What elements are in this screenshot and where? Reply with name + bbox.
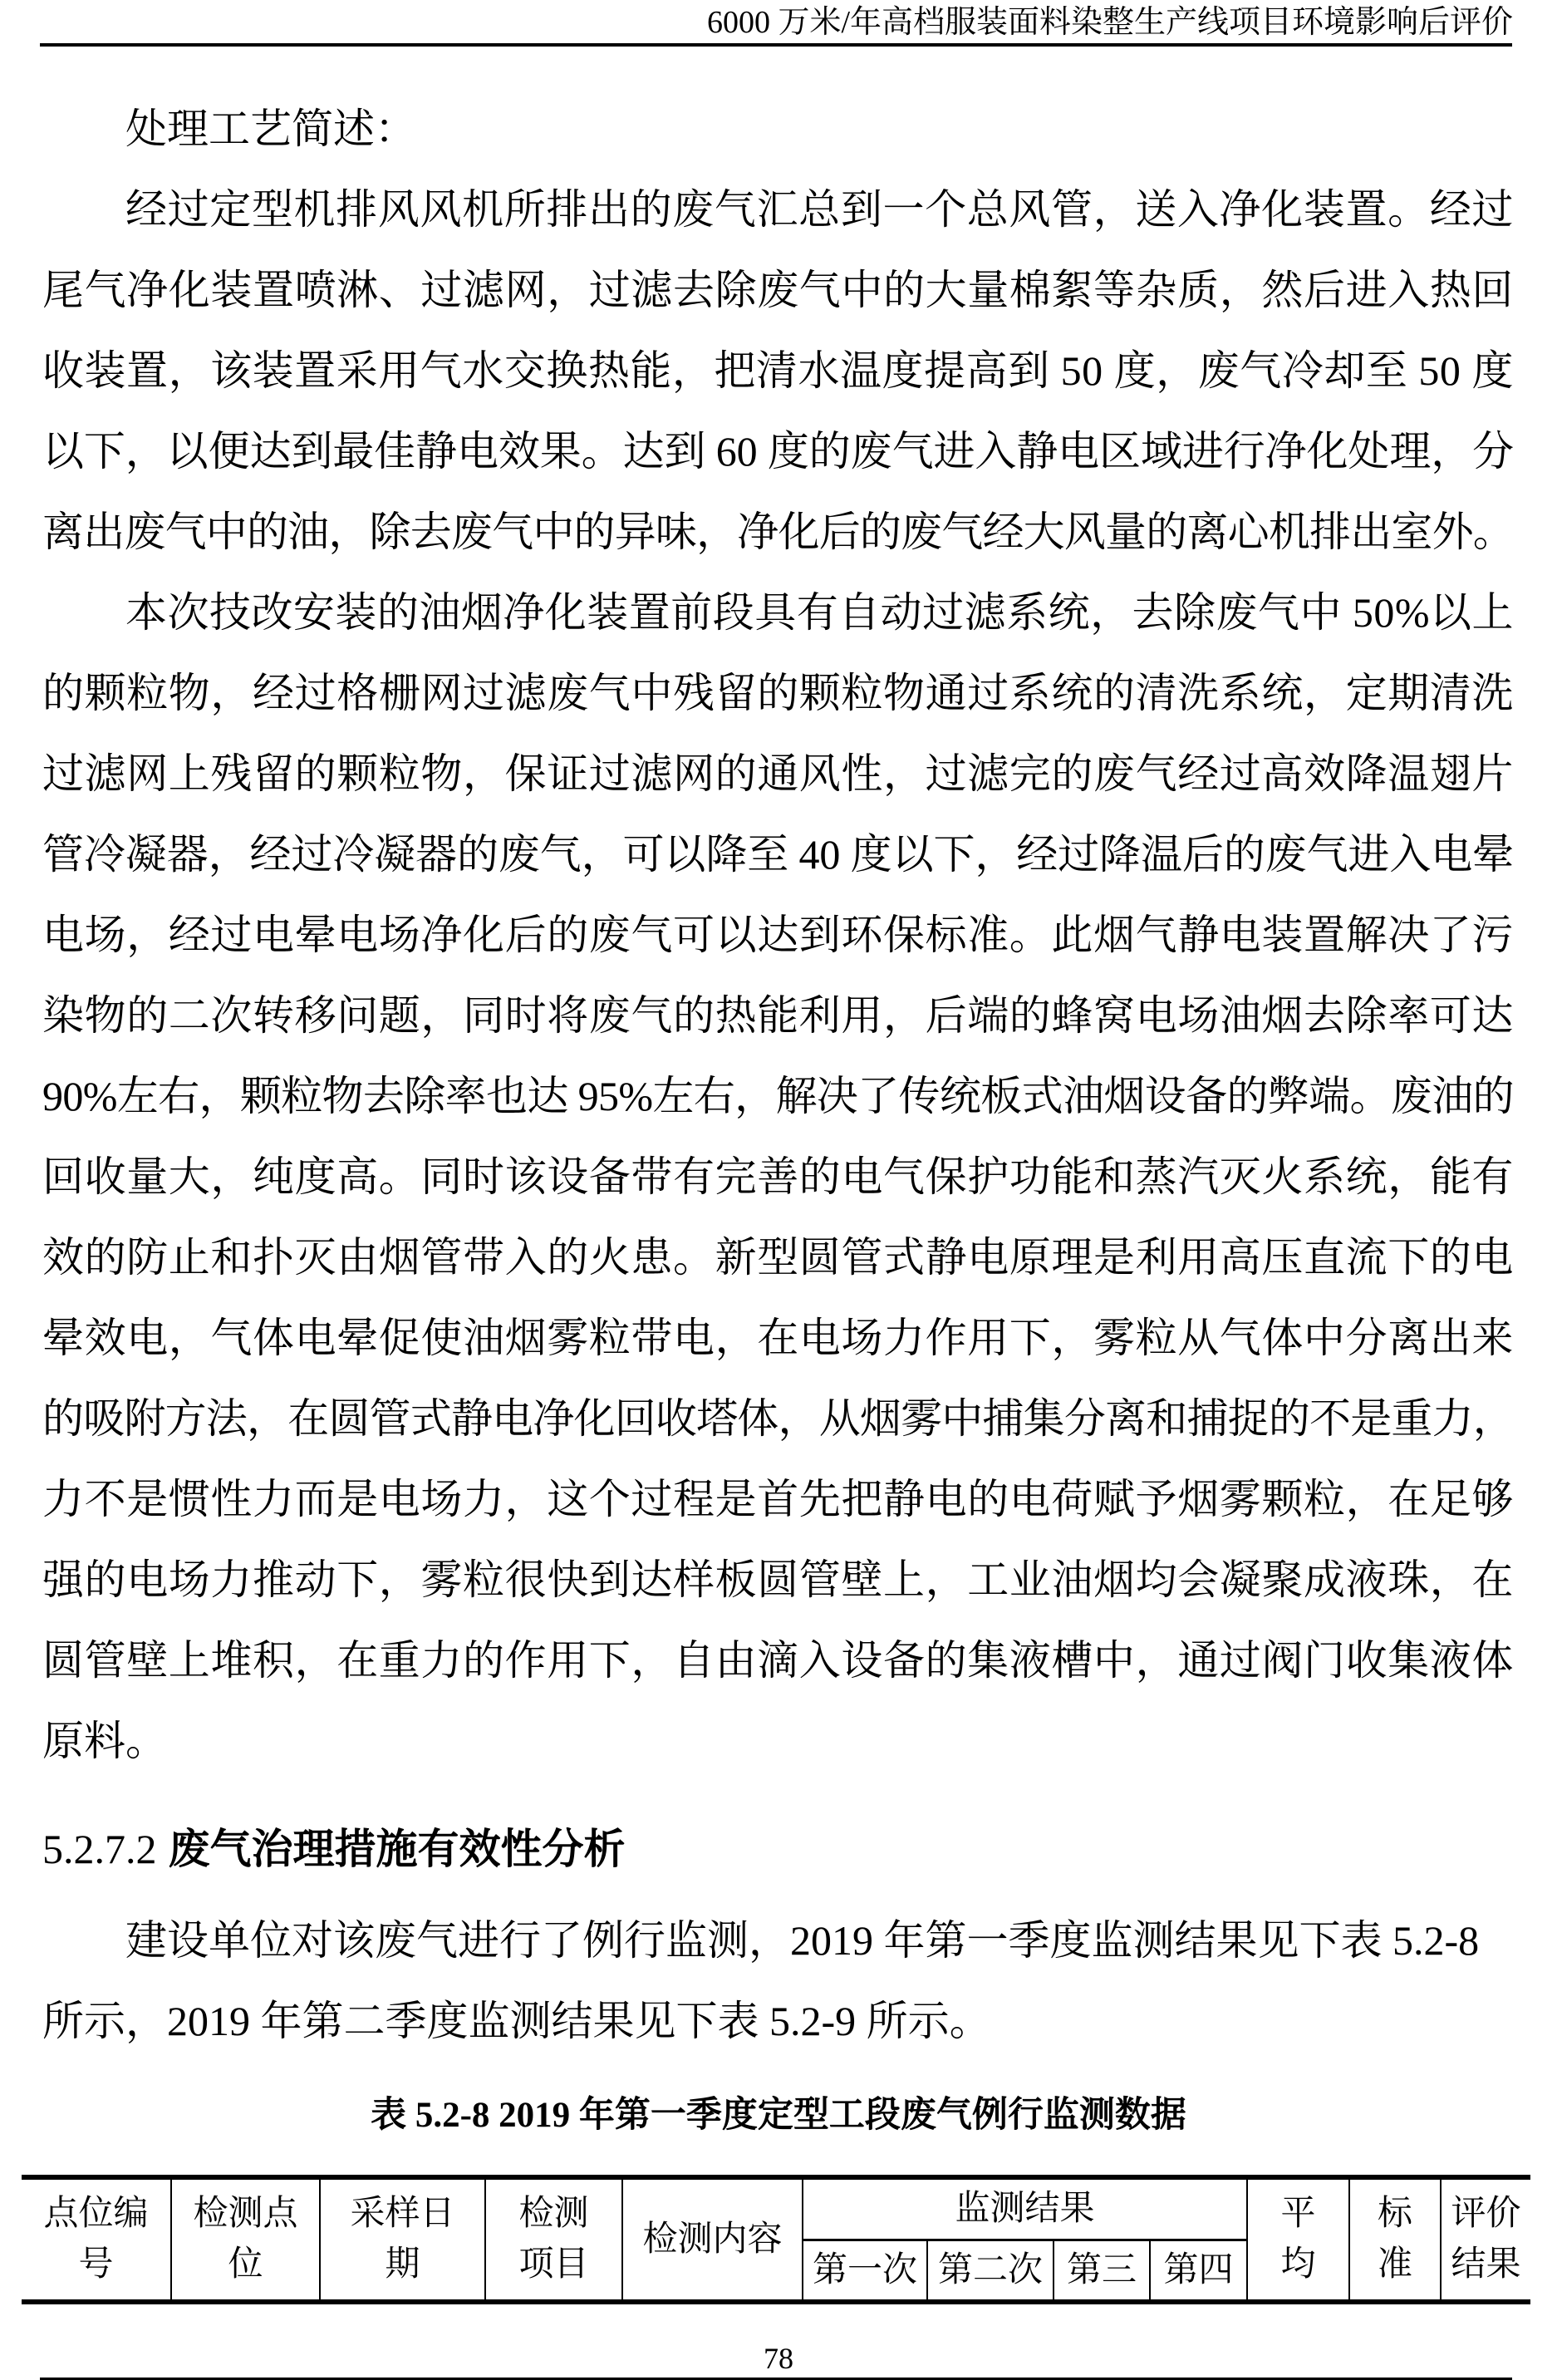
col-header-point-id [22,2180,172,2299]
header-line: 检测内容 [642,2220,783,2259]
line-text: 力不是惯性力而是电场力，这个过程是首先把静电的电荷赋予烟雾颗粒，在足够 [42,1476,1514,1522]
process-description [42,89,1514,1782]
section-number: 5.2.7.2 [42,1826,157,1872]
col-header-monitoring-point [172,2180,321,2299]
line-text: 以下，以便达到最佳静电效果。达到 60 度的废气进入静电区域进行净化处理，分 [42,428,1514,475]
body-line [42,411,1514,492]
header-line: 检测 [518,2195,589,2233]
header-line: 准 [1378,2245,1413,2284]
line-text: 经过定型机排风风机所排出的废气汇总到一个总风管，送入净化装置。经过 [125,186,1514,233]
body-line [42,1379,1514,1459]
body-line [42,1901,1514,1981]
line-text: 电场，经过电晕电场净化后的废气可以达到环保标准。此烟气静电装置解决了污 [42,912,1514,958]
line-text: 原料。 [42,1718,167,1764]
body-line [42,331,1514,411]
header-line: 监测结果 [955,2190,1095,2228]
col-header-sampling-date [321,2180,486,2299]
body-line [42,895,1514,976]
body-line [42,1540,1514,1620]
header-line: 采样日 [350,2195,455,2233]
header-line: 均 [1280,2245,1316,2284]
line-text: 管冷凝器，经过冷凝器的废气，可以降至 40 度以下，经过降温后的废气进入电晕 [42,831,1514,878]
body-line [42,1056,1514,1137]
line-text: 过滤网上残留的颗粒物，保证过滤网的通风性，过滤完的废气经过高效降温翅片 [42,750,1514,797]
line-text: 的颗粒物，经过格栅网过滤废气中残留的颗粒物通过系统的清洗系统，定期清洗 [42,670,1514,716]
body-line [42,1137,1514,1217]
body-line [42,573,1514,653]
col-header-evaluation [1442,2180,1530,2299]
col-header-test-content [623,2180,803,2299]
body-line [42,814,1514,895]
line-text: 离出废气中的油，除去废气中的异味，净化后的废气经大风量的离心机排出室外。 [42,509,1514,555]
line-text: 晕效电，气体电晕促使油烟雾粒带电，在电场力作用下，雾粒从气体中分离出来 [42,1315,1514,1361]
paragraph-2 [42,573,1514,1782]
header-line: 检测点 [193,2195,298,2233]
col-header-fourth-measurement [1151,2241,1248,2299]
col-header-first-measurement [803,2241,928,2299]
col-group-monitoring-results [803,2180,1248,2241]
line-text: 强的电场力推动下，雾粒很快到达样板圆管壁上，工业油烟均会凝聚成液珠，在 [42,1556,1514,1603]
line-text: 处理工艺简述： [125,106,416,152]
body-line [42,976,1514,1056]
body-line [42,734,1514,814]
monitoring-data-table [22,2175,1530,2304]
header-line: 第四 [1163,2250,1234,2289]
running-header-title: 6000 万米/年高档服装面料染整生产线项目环境影响后评价 [706,5,1513,40]
line-text: 本次技改安装的油烟净化装置前段具有自动过滤系统，去除废气中 50%以上 [125,589,1514,636]
body-line [42,1620,1514,1701]
table-caption: 表 5.2-8 2019 年第一季度定型工段废气例行监测数据 [371,2096,1186,2135]
line-text: 回收量大，纯度高。同时该设备带有完善的电气保护功能和蒸汽灭火系统，能有 [42,1153,1514,1200]
header-line: 点位编 [43,2195,149,2233]
body-line [42,492,1514,573]
paragraph-3 [42,1901,1514,2062]
line-text: 的吸附方法，在圆管式静电净化回收塔体，从烟雾中捕集分离和捕捉的不是重力， [42,1395,1514,1442]
header-line: 第二次 [937,2250,1043,2289]
line-text: 收装置，该装置采用气水交换热能，把清水温度提高到 50 度，废气冷却至 50 度 [42,347,1514,394]
header-line: 评价 [1451,2195,1521,2233]
col-header-average [1248,2180,1350,2299]
body-line [42,170,1514,250]
line-text: 90%左右，颗粒物去除率也达 95%左右，解决了传统板式油烟设备的弊端。废油的 [42,1073,1514,1119]
body-line [42,1701,1514,1782]
subheading-process-description [42,89,1514,170]
header-line: 第一次 [812,2250,917,2289]
col-header-test-item [486,2180,623,2299]
body-line [42,1217,1514,1298]
header-line: 结果 [1451,2245,1521,2284]
line-text: 建设单位对该废气进行了例行监测，2019 年第一季度监测结果见下表 5.2-8 [125,1917,1480,1964]
header-line: 位 [228,2245,263,2284]
paragraph-1 [42,170,1514,573]
header-rule [40,43,1512,47]
body-line [42,1459,1514,1540]
col-header-third-measurement [1054,2241,1151,2299]
line-text: 染物的二次转移问题，同时将废气的热能利用，后端的蜂窝电场油烟去除率可达 [42,992,1514,1039]
body-line [42,1298,1514,1379]
header-line: 项目 [518,2245,589,2284]
body-line [42,250,1514,331]
section-heading [42,1809,626,1890]
header-line: 平 [1280,2195,1316,2233]
header-line: 标 [1378,2195,1413,2233]
body-line [42,1981,1514,2062]
body-line [42,653,1514,734]
line-text: 圆管壁上堆积，在重力的作用下，自由滴入设备的集液槽中，通过阀门收集液体 [42,1637,1514,1684]
line-text: 尾气净化装置喷淋、过滤网，过滤去除废气中的大量棉絮等杂质，然后进入热回 [42,267,1514,313]
header-line: 号 [78,2245,114,2284]
line-text: 效的防止和扑灭由烟管带入的火患。新型圆管式静电原理是利用高压直流下的电 [42,1234,1514,1281]
header-line: 第三 [1066,2250,1137,2289]
header-line: 期 [385,2245,420,2284]
page-number: 78 [764,2342,793,2375]
col-header-second-measurement [928,2241,1054,2299]
col-header-standard [1350,2180,1442,2299]
section-title: 废气治理措施有效性分析 [168,1826,626,1872]
line-text: 所示，2019 年第二季度监测结果见下表 5.2-9 所示。 [42,1998,991,2044]
